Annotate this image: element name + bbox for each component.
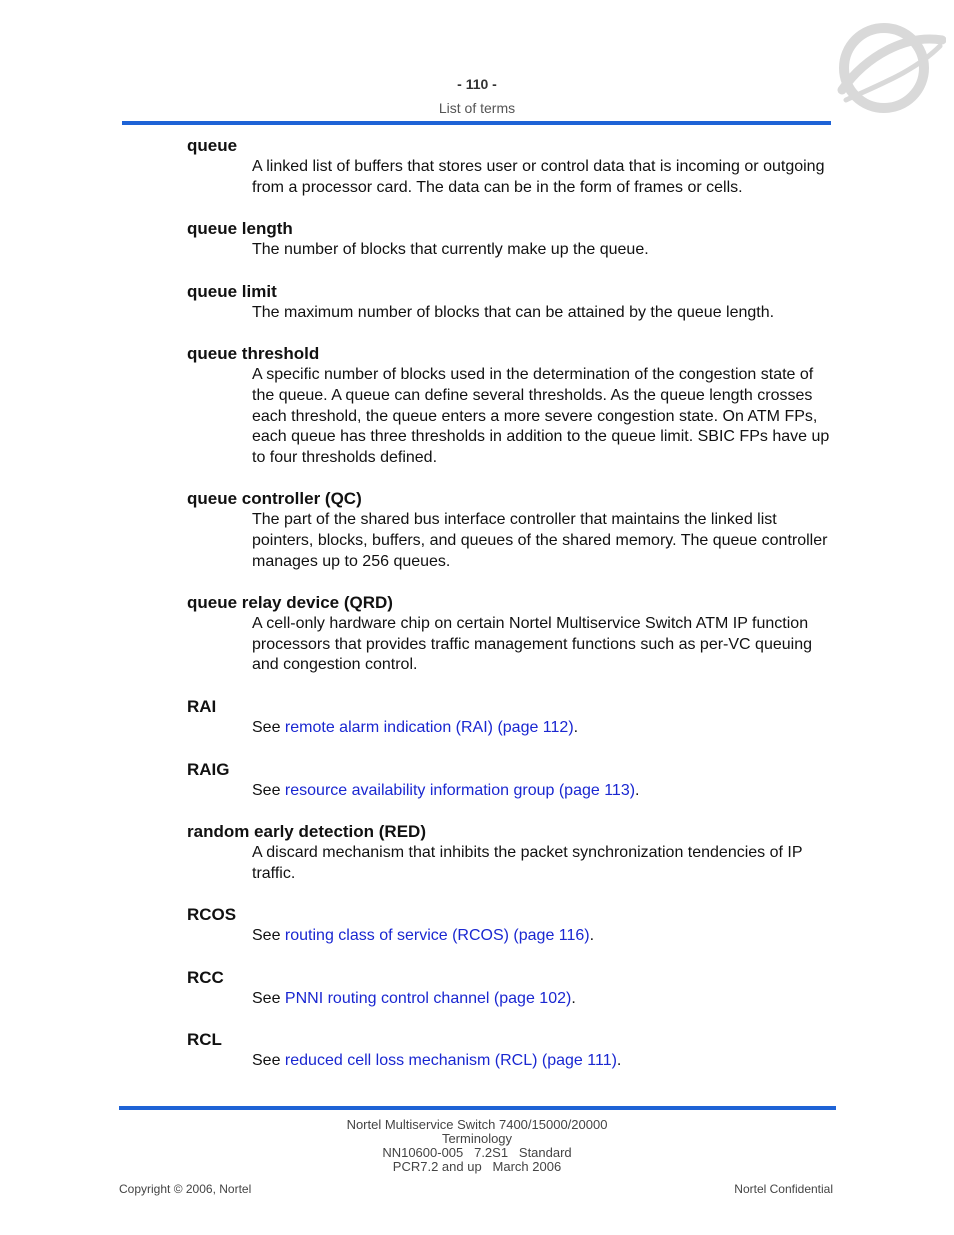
glossary-definition xyxy=(252,1051,837,1072)
glossary-definition: A cell-only hardware chip on certain Nortel Multiservice Switch ATM IP function processors that provides traffic management functions such as per-VC queuing and congestion control. xyxy=(252,615,812,674)
glossary-entry xyxy=(187,697,837,739)
glossary-term: queue length xyxy=(187,219,293,239)
glossary-definition: A linked list of buffers that stores user or control data that is incoming or outgoing from a processor card. The data can be in the form of frames or cells. xyxy=(252,158,825,196)
glossary-entry xyxy=(187,905,837,947)
glossary-term: queue controller (QC) xyxy=(187,489,362,509)
see-suffix: . xyxy=(616,1052,622,1070)
glossary-term: queue xyxy=(187,136,238,155)
glossary-definition: A discard mechanism that inhibits the packet synchronization tendencies of IP traffic. xyxy=(252,844,803,882)
see-suffix: . xyxy=(573,718,579,736)
glossary-term: RAIG xyxy=(187,759,230,779)
footer-doc-title: Terminology xyxy=(441,1131,513,1146)
glossary-entry xyxy=(187,219,837,261)
footer-release: PCR7.2 and up March 2006 xyxy=(392,1159,562,1174)
glossary-entry xyxy=(187,1030,837,1072)
glossary-entry xyxy=(187,136,837,198)
see-prefix: See xyxy=(252,927,285,945)
footer-rule xyxy=(119,1106,836,1110)
see-prefix: See xyxy=(252,781,285,799)
glossary-entry xyxy=(187,968,837,1010)
glossary-term: random early detection (RED) xyxy=(187,822,426,842)
see-suffix: . xyxy=(635,781,640,799)
glossary-definition: The number of blocks that currently make up the queue. xyxy=(252,241,649,259)
see-suffix: . xyxy=(571,989,576,1007)
glossary-definition xyxy=(252,926,837,947)
glossary-definition: A specific number of blocks used in the determination of the congestion state of the queue. A queue can define several thresholds. As the queue length crosses each threshold, the queue enters a more severe congestion state. On ATM FPs, each queue has three thresholds in addition to the queue limit. SBIC FPs have up to four thresholds defined. xyxy=(252,366,830,466)
cross-reference-link[interactable]: remote alarm indication (RAI) (page 112) xyxy=(284,718,574,736)
cross-reference-link[interactable]: resource availability information group (page 113) xyxy=(284,781,636,799)
glossary-definition: The maximum number of blocks that can be attained by the queue length. xyxy=(252,303,775,321)
glossary-entry xyxy=(187,344,837,468)
glossary-term: RCC xyxy=(187,967,224,987)
glossary-definition xyxy=(252,718,837,739)
see-prefix: See xyxy=(252,989,285,1007)
see-suffix: . xyxy=(589,927,595,945)
glossary-term: RCOS xyxy=(187,905,237,925)
glossary-entry xyxy=(187,822,837,884)
header-rule xyxy=(122,121,831,125)
nortel-globe-logo-icon xyxy=(836,16,946,116)
glossary-entry xyxy=(187,760,837,802)
see-prefix: See xyxy=(252,718,285,736)
footer-product: Nortel Multiservice Switch 7400/15000/20000 xyxy=(346,1117,608,1132)
glossary-definition xyxy=(252,989,837,1010)
glossary-entry xyxy=(187,489,837,572)
glossary-term: RCL xyxy=(187,1030,222,1050)
glossary-definition: The part of the shared bus interface controller that maintains the linked list pointers, blocks, buffers, and queues of the shared memory. The queue controller manages up to 256 queues. xyxy=(252,511,828,570)
glossary-entry xyxy=(187,593,837,676)
glossary-term: RAI xyxy=(187,696,217,716)
page-number: - 110 - xyxy=(457,76,497,92)
glossary-term: queue relay device (QRD) xyxy=(187,593,393,613)
cross-reference-link[interactable]: routing class of service (RCOS) (page 116) xyxy=(284,927,590,945)
glossary-definition xyxy=(252,781,837,802)
copyright-notice: Copyright © 2006, Nortel xyxy=(119,1182,252,1196)
cross-reference-link[interactable]: reduced cell loss mechanism (RCL) (page 111) xyxy=(284,1052,617,1070)
section-title: List of terms xyxy=(438,100,516,116)
confidential-notice: Nortel Confidential xyxy=(734,1182,833,1196)
footer-doc-info xyxy=(0,1118,954,1174)
footer-doc-id: NN10600-005 7.2S1 Standard xyxy=(382,1145,572,1160)
see-prefix: See xyxy=(252,1052,285,1070)
glossary-term: queue limit xyxy=(187,281,277,301)
glossary-term: queue threshold xyxy=(187,344,320,364)
cross-reference-link[interactable]: PNNI routing control channel (page 102) xyxy=(284,989,572,1007)
glossary-entry xyxy=(187,282,837,324)
glossary-list xyxy=(187,136,837,1093)
